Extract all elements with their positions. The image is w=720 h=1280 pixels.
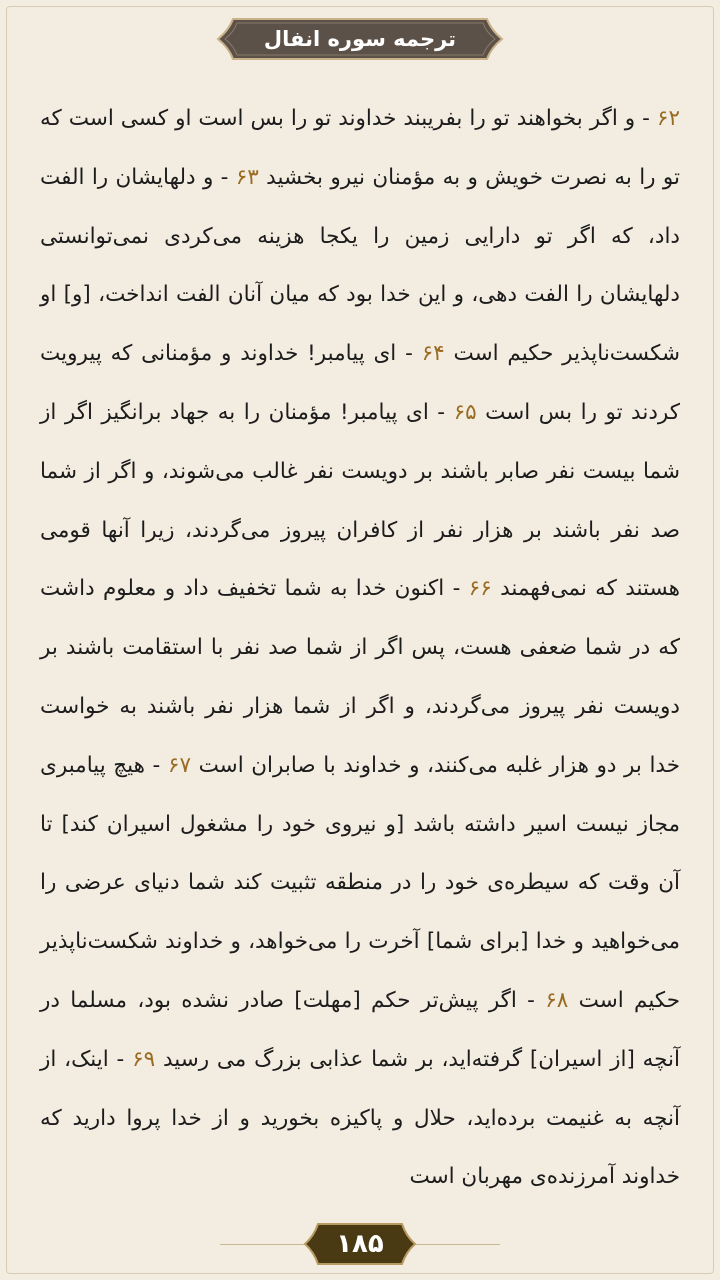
footer-divider-right	[408, 1244, 500, 1245]
verse-text: - اینک، از آنچه به غنیمت برده‌اید، حلال و پاکیزه بخورید و از خدا پروا دارید که خداوند آمرزنده‌ی مهربان است	[40, 1046, 680, 1190]
verse-number: ۶۶	[468, 576, 492, 602]
page-number-badge	[302, 1220, 418, 1268]
verse-text: - اگر پیش‌تر حکم [مهلت] صادر نشده بود، مسلما در آنچه [از اسیران] گرفته‌اید، بر شما عذابی بزرگ می رسید	[40, 987, 680, 1072]
footer-divider-left	[220, 1244, 312, 1245]
title-banner	[0, 16, 720, 62]
page-number: ۱۸۵	[336, 1229, 384, 1259]
verse-number: ۶۸	[545, 987, 569, 1013]
verse-text: - اکنون خدا به شما تخفیف داد و معلوم داشت که در شما ضعفی هست، پس اگر از شما صد نفر با استقامت باشند بر دویست نفر پیروز می‌گردند، و اگر از شما هزار نفر باشند به خواست خدا بر دو هزار غلبه می‌کنند، و خداوند با صابران است	[40, 576, 681, 778]
verse-number: ۶۵	[453, 399, 477, 425]
translation-text	[40, 90, 680, 1207]
verse-number: ۶۴	[421, 341, 445, 367]
page-title: ترجمه سوره انفال	[263, 27, 457, 51]
verse-text: - و اگر بخواهند تو را بفریبند خداوند تو را بس است او کسی است که تو را به نصرت خویش و به مؤمنان نیرو بخشید	[40, 106, 680, 190]
verse-text: - ای پیامبر! مؤمنان را به جهاد برانگیز اگر از شما بیست نفر صابر باشند بر دویست نفر غالب می‌شوند، و اگر از شما صد نفر باشند بر هزار نفر از کافران پیروز می‌گردند، زیرا آنها قومی هستند که نمی‌فهمند	[40, 399, 680, 602]
verse-number: ۶۹	[132, 1046, 156, 1072]
verse-number: ۶۲	[656, 106, 680, 131]
verse-text: - و دلهایشان را الفت داد، که اگر تو دارایی زمین را یکجا هزینه می‌کردی نمی‌توانستی دلهایشان را الفت دهی، و این خدا بود که میان آنان الفت انداخت، [و] او شکست‌ناپذیر حکیم است	[40, 164, 680, 367]
verse-text: - ای پیامبر! خداوند و مؤمنانی که پیرویت کردند تو را بس است	[40, 341, 680, 425]
verse-number: ۶۷	[167, 752, 191, 778]
verse-number: ۶۳	[235, 164, 259, 190]
verse-text: - هیچ پیامبری مجاز نیست اسیر داشته باشد [و نیروی خود را مشغول اسیران کند] تا آن وقت که سیطره‌ی خود را در منطقه تثبیت کند شما دنیای عرضی را می‌خواهید و خدا [برای شما] آخرت را می‌خواهد، و خداوند شکست‌ناپذیر حکیم است	[40, 752, 680, 1013]
